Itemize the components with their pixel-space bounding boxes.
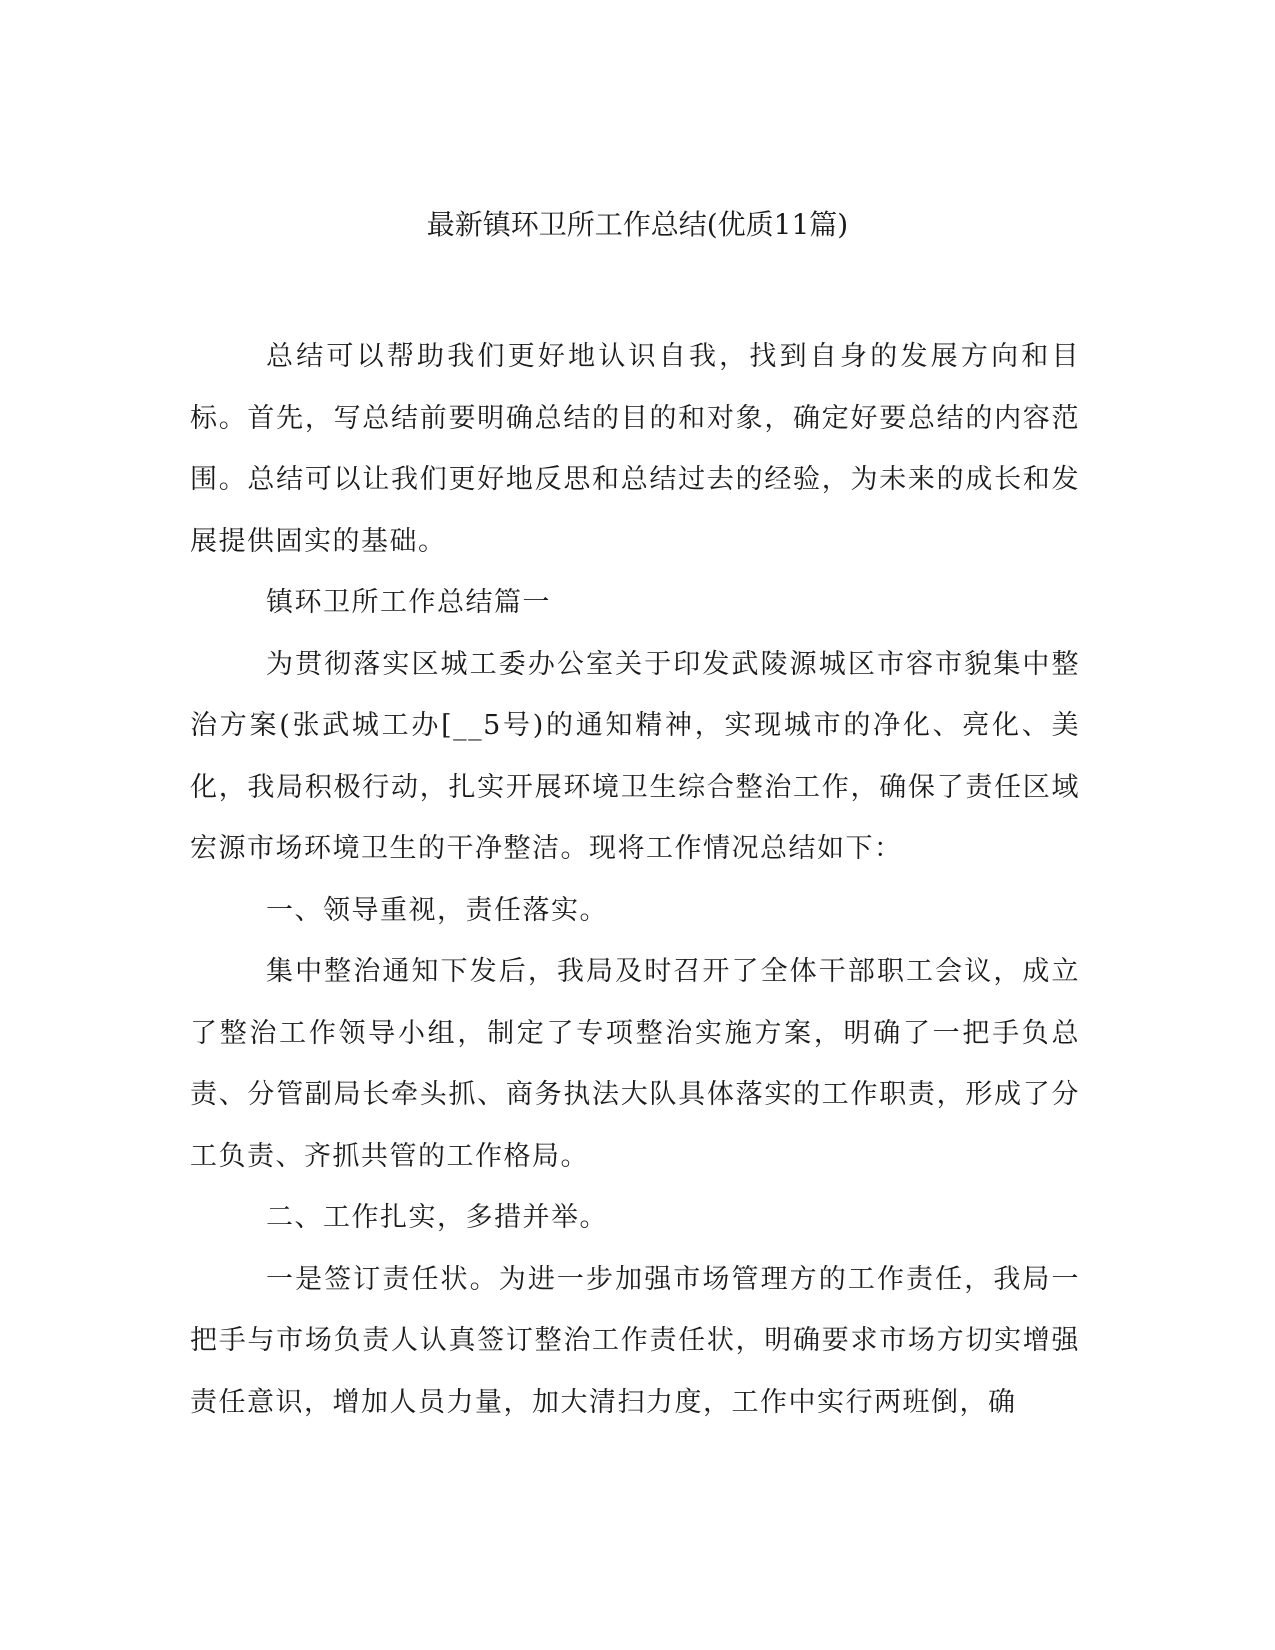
document-title: 最新镇环卫所工作总结(优质11篇) xyxy=(426,208,849,241)
subheading: 一、领导重视，责任落实。 xyxy=(266,894,608,926)
document-body xyxy=(190,326,1080,1433)
intro-paragraph: 总结可以帮助我们更好地认识自我，找到自身的发展方向和目标。首先，写总结前要明确总结的目的和对象，确定好要总结的内容范围。总结可以让我们更好地反思和总结过去的经验，为未来的成长和发展提供固实的基础。 xyxy=(190,341,1080,557)
body-paragraph: 一是签订责任状。为进一步加强市场管理方的工作责任，我局一把手与市场负责人认真签订整治工作责任状，明确要求市场方切实增强责任意识，增加人员力量，加大清扫力度，工作中实行两班倒，确 xyxy=(190,1263,1080,1418)
section-heading: 镇环卫所工作总结篇一 xyxy=(266,587,551,618)
body-paragraph: 为贯彻落实区城工委办公室关于印发武陵源城区市容市貌集中整治方案(张武城工办[__5号)的通知精神，实现城市的净化、亮化、美化，我局积极行动，扎实开展环境卫生综合整治工作，确保了责任区域宏源市场环境卫生的干净整洁。现将工作情况总结如下： xyxy=(190,648,1080,864)
body-paragraph: 集中整治通知下发后，我局及时召开了全体干部职工会议，成立了整治工作领导小组，制定了专项整治实施方案，明确了一把手负总责、分管副局长牵头抓、商务执法大队具体落实的工作职责，形成了分工负责、齐抓共管的工作格局。 xyxy=(190,956,1080,1172)
subheading: 二、工作扎实，多措并举。 xyxy=(266,1202,608,1233)
